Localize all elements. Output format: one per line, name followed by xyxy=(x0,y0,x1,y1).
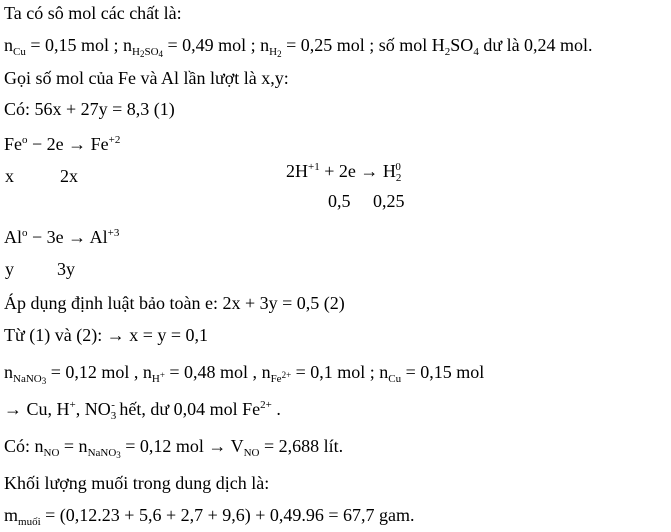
fe-half-reaction: $Fe^o - 2e \to Fe^{+2}$ xyxy=(4,134,121,154)
equation-1-line: Có: 56x + 27y = 8,3 (1) xyxy=(4,99,175,119)
excess-line: → Cu, H+, $NO_3^-$ hết, dư 0,04 mol $Fe^{2+}$ . xyxy=(4,399,281,422)
h-half-reaction: $2H^{+1} + 2e \to H_2^0$ xyxy=(286,161,402,184)
fe-row-2x: 2x xyxy=(60,166,78,186)
solve-line: Từ (1) và (2): → x = y = 0,1 xyxy=(4,325,209,345)
electron-conservation-line: Áp dụng định luật bảo toàn e: 2x + 3y = 0,5 (2) xyxy=(4,293,345,313)
al-row-y: y xyxy=(5,259,14,279)
mole-amounts-line: $n_{Cu} = 0,15$ mol ; $n_{H_2SO_4} = 0,49$ mol ; $n_{H_2} = 0,25$ mol ; số mol $H_2SO_4$ dư là 0,24 mol. xyxy=(4,35,593,59)
ion-moles-line: $n_{NaNO_3} = 0,12$ mol , $n_{H^+} = 0,48$ mol , $n_{Fe^{2+}} = 0,1$ mol ; $n_{Cu} = 0,15$ mol xyxy=(4,362,485,386)
h-row-05: 0,5 xyxy=(328,191,351,211)
h-row-025: 0,25 xyxy=(373,191,405,211)
no-volume-line: Có: $n_{NO} = n_{NaNO_3} = 0,12$ mol → $V_{NO} = 2,688$ lít. xyxy=(4,436,344,460)
intro-line: Ta có sô mol các chất là: xyxy=(4,3,182,23)
salt-mass-heading: Khối lượng muối trong dung dịch là: xyxy=(4,473,270,493)
salt-mass-result: $m_{muối} = (0,12.23 + 5,6 + 2,7 + 9,6) + 0,49.96 = 67,7$ gam. xyxy=(4,505,415,528)
fe-row-x: x xyxy=(5,166,14,186)
al-half-reaction: $Al^o - 3e \to Al^{+3}$ xyxy=(4,227,120,247)
al-row-3y: 3y xyxy=(57,259,75,279)
variables-line: Gọi số mol của Fe và Al lần lượt là x,y: xyxy=(4,68,289,88)
